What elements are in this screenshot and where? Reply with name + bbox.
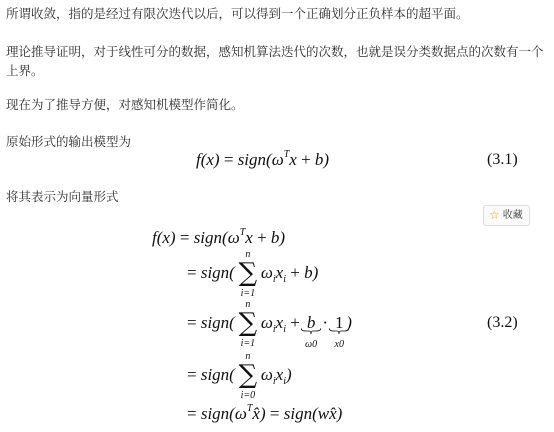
underbrace-one: 1 x0 [332,311,346,335]
paragraph-theory: 理论推导证明，对于线性可分的数据，感知机算法迭代的次数，也就是误分类数据点的次数有一个上界。 [6,44,544,78]
collect-button[interactable] [483,205,530,226]
star-outline-icon: ☆ [489,208,500,222]
equation-number-3-2: (3.2) [487,314,518,331]
collect-button-label: 收藏 [502,210,523,221]
equation-3-2-line-3: = sign( n ∑ i=1 $\omega_ix_i + b$ ω0 · 1 x0 ) [187,299,352,350]
equation-3-1: $f(x) = sign(\omega^Tx + b)$ [196,149,330,169]
equation-number-3-1: (3.1) [487,151,518,168]
equation-3-2-line-4: = sign( n ∑ i=0 $\omega_ix_i$) [187,351,292,401]
summation-symbol: n ∑ i=0 [238,351,258,401]
summation-symbol: n ∑ i=1 [238,249,258,299]
paragraph-original-form: 原始形式的输出模型为 [6,134,132,149]
summation-symbol: n ∑ i=1 [238,299,258,349]
equation-3-2-line-1: $f(x) = sign(\omega^Tx + b)$ [152,227,286,247]
equation-3-2-line-5: = $sign(\omega^Tx̂)$ = sign(wx̂) [187,403,343,423]
equation-3-2-line-2: = sign( n ∑ i=1 $\omega_ix_i + b$) [187,249,319,299]
paragraph-simplify: 现在为了推导方便，对感知机模型作简化。 [6,97,244,112]
underbrace-b: b ω0 [304,311,318,335]
paragraph-convergence: 所谓收敛，指的是经过有限次迭代以后，可以得到一个正确划分正负样本的超平面。 [6,6,469,21]
paragraph-vector-form: 将其表示为向量形式 [6,189,119,204]
